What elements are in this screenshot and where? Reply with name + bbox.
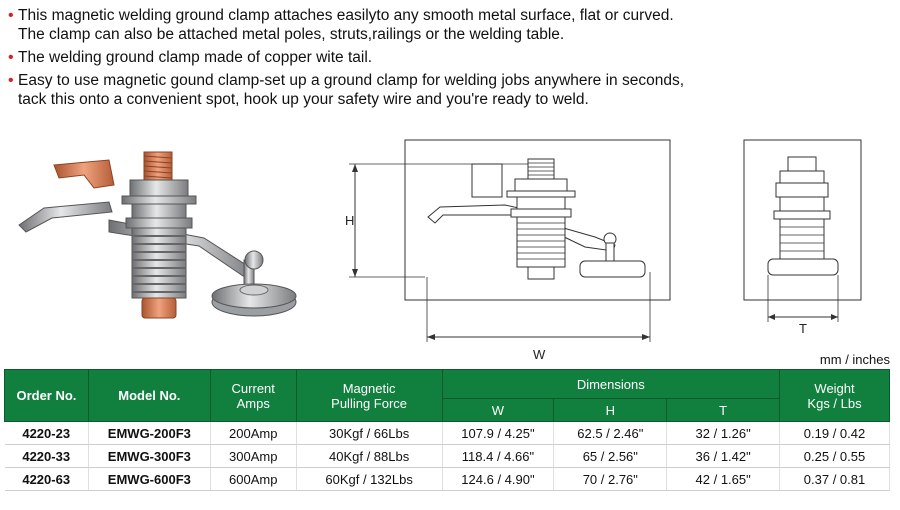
h-dimension-label: H (345, 213, 355, 228)
cell-current: 200Amp (210, 422, 296, 445)
cell-h: 65 / 2.56" (554, 445, 667, 468)
feature-text: Easy to use magnetic gound clamp-set up a ground clamp for welding jobs anywhere in seconds, tack this onto a convenient spot, hook up your safety wire and you're ready to weld. (18, 72, 685, 108)
header-t: T (667, 399, 780, 422)
cell-weight: 0.25 / 0.55 (780, 445, 890, 468)
cell-order: 4220-33 (5, 445, 89, 468)
feature-item (8, 48, 888, 67)
header-order-no: Order No. (5, 370, 89, 422)
cell-t: 42 / 1.65" (667, 468, 780, 491)
t-dimension-label: T (799, 321, 807, 336)
cell-t: 36 / 1.42" (667, 445, 780, 468)
front-view-drawing (345, 137, 685, 367)
header-magnetic-force: Magnetic Pulling Force (296, 370, 442, 422)
table-row (5, 468, 890, 491)
header-weight: Weight Kgs / Lbs (780, 370, 890, 422)
feature-text: The welding ground clamp made of copper wite tail. (18, 49, 373, 66)
header-w: W (442, 399, 554, 422)
header-current: Current Amps (210, 370, 296, 422)
cell-order: 4220-23 (5, 422, 89, 445)
spec-table (4, 369, 890, 491)
cell-model: EMWG-200F3 (88, 422, 210, 445)
cell-w: 118.4 / 4.66" (442, 445, 554, 468)
feature-item (8, 6, 888, 44)
cell-weight: 0.19 / 0.42 (780, 422, 890, 445)
cell-force: 40Kgf / 88Lbs (296, 445, 442, 468)
table-row (5, 445, 890, 468)
cell-h: 62.5 / 2.46" (554, 422, 667, 445)
units-note: mm / inches (819, 352, 890, 367)
cell-model: EMWG-300F3 (88, 445, 210, 468)
w-dimension-label: W (533, 347, 546, 362)
cell-h: 70 / 2.76" (554, 468, 667, 491)
header-dimensions: Dimensions (442, 370, 780, 399)
table-row (5, 422, 890, 445)
header-h: H (554, 399, 667, 422)
cell-current: 300Amp (210, 445, 296, 468)
cell-model: EMWG-600F3 (88, 468, 210, 491)
bullet-marker: • (8, 7, 14, 24)
cell-order: 4220-63 (5, 468, 89, 491)
cell-weight: 0.37 / 0.81 (780, 468, 890, 491)
feature-item (8, 71, 888, 109)
cell-force: 30Kgf / 66Lbs (296, 422, 442, 445)
feature-list (8, 6, 888, 113)
cell-w: 107.9 / 4.25" (442, 422, 554, 445)
bullet-marker: • (8, 72, 14, 89)
bullet-marker: • (8, 49, 14, 66)
cell-t: 32 / 1.26" (667, 422, 780, 445)
feature-text: This magnetic welding ground clamp attaches easilyto any smooth metal surface, flat or curved. The clamp can also be attached metal poles, struts,railings or the welding table. (18, 7, 674, 43)
product-photo (14, 140, 304, 340)
header-model-no: Model No. (88, 370, 210, 422)
cell-w: 124.6 / 4.90" (442, 468, 554, 491)
side-view-drawing (740, 137, 865, 337)
cell-current: 600Amp (210, 468, 296, 491)
cell-force: 60Kgf / 132Lbs (296, 468, 442, 491)
